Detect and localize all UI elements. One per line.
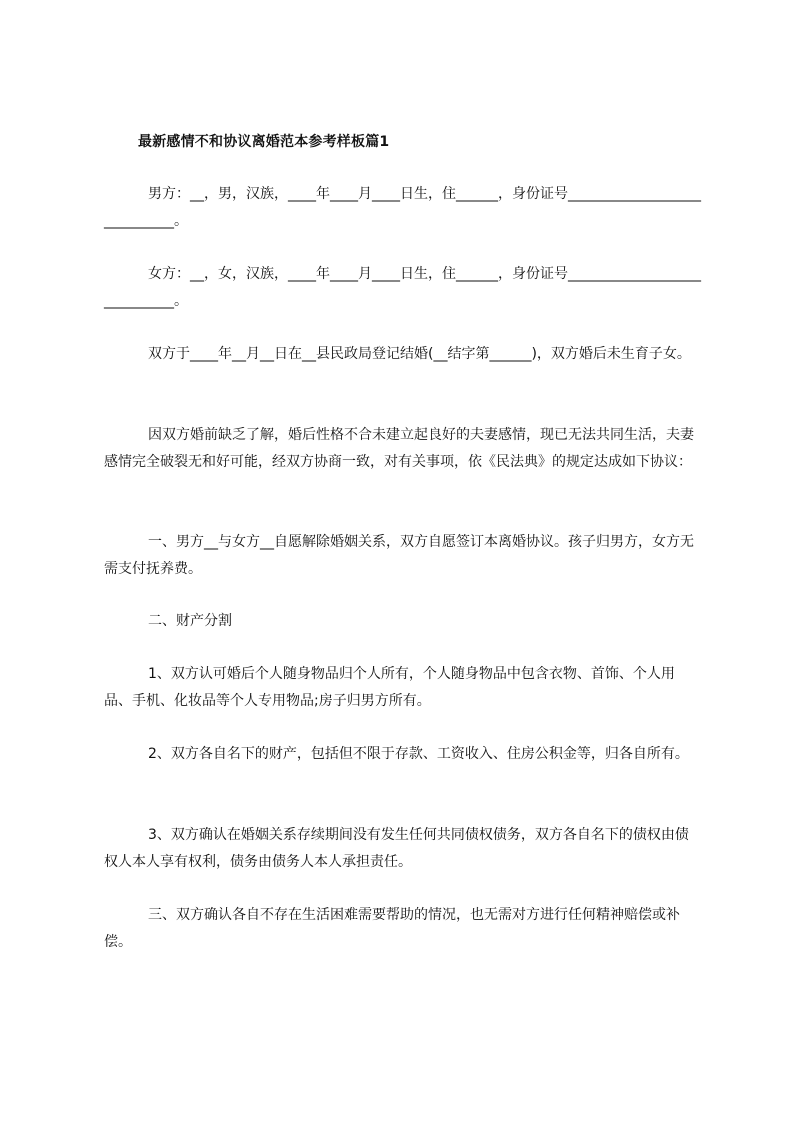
paragraph-reason: 因双方婚前缺乏了解，婚后性格不合未建立起良好的夫妻感情，现已无法共同生活，夫妻感情完全破裂无和好可能，经双方协商一致，对有关事项，依《民法典》的规定达成如下协议：: [104, 427, 694, 470]
paragraph-property-3: 3、双方确认在婚姻关系存续期间没有发生任何共同债权债务，双方各自名下的债权由债权人本人享有权利，债务由债务人本人承担责任。: [104, 827, 689, 870]
paragraph-property-2: 2、双方各自名下的财产，包括但不限于存款、工资收入、住房公积金等，归各自所有。: [148, 746, 689, 762]
document-title: 最新感情不和协议离婚范本参考样板篇1: [138, 134, 390, 150]
paragraph-clause-1: 一、男方__与女方__自愿解除婚姻关系，双方自愿签订本离婚协议。孩子归男方，女方无需支付抚养费。: [104, 534, 694, 577]
paragraph-clause-3: 三、双方确认各自不存在生活困难需要帮助的情况，也无需对方进行任何精神赔偿或补偿。: [104, 907, 680, 950]
paragraph-property-1: 1、双方认可婚后个人随身物品归个人所有，个人随身物品中包含衣物、首饰、个人用品、手机、化妆品等个人专用物品;房子归男方所有。: [104, 666, 675, 709]
paragraph-male-party: 男方：__，男，汉族，____年____月____日生，住______，身份证号_____________________________。: [104, 186, 701, 229]
paragraph-female-party: 女方：__，女，汉族，____年____月____日生，住______，身份证号_____________________________。: [104, 266, 701, 309]
paragraph-clause-2-heading: 二、财产分割: [148, 613, 232, 629]
paragraph-marriage-registration: 双方于____年__月__日在__县民政局登记结婚(__结字第______)，双方婚后未生育子女。: [148, 346, 691, 362]
